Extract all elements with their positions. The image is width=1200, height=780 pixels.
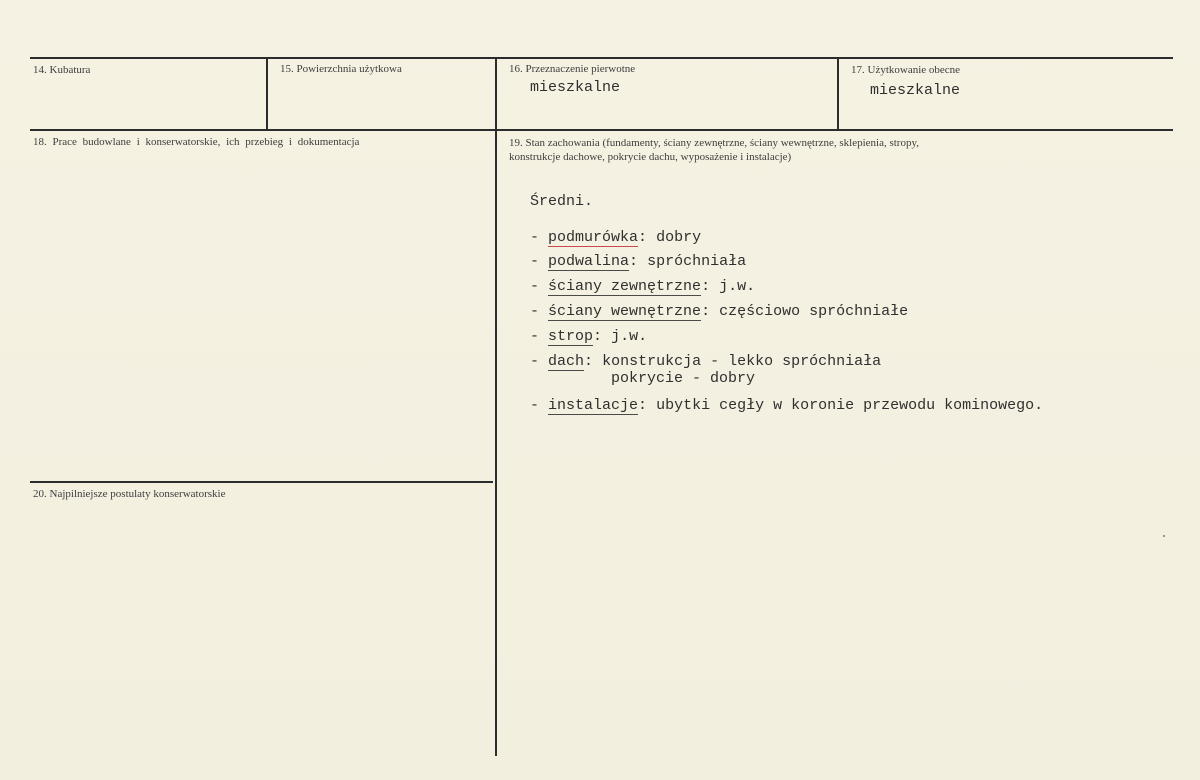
field-16-value: mieszkalne xyxy=(530,79,621,96)
term: ściany zewnętrzne xyxy=(548,278,702,295)
value: spróchniała xyxy=(638,253,747,270)
dash: - xyxy=(530,397,540,414)
field-16-label: 16. Przeznaczenie pierwotne xyxy=(509,63,636,75)
condition-item-inner-walls xyxy=(530,300,908,324)
dash: - xyxy=(530,328,540,345)
sep: : xyxy=(629,253,639,270)
condition-item-outer-walls xyxy=(530,275,755,299)
dash: - xyxy=(530,253,540,270)
condition-item-roof-covering xyxy=(611,367,755,391)
divider-main xyxy=(495,131,497,756)
dash: - xyxy=(530,229,540,246)
sep: : xyxy=(638,229,648,246)
dash: - xyxy=(530,353,540,370)
term: podmurówka xyxy=(548,229,639,246)
divider-16-17 xyxy=(837,59,839,129)
sep: : xyxy=(584,353,594,370)
condition-item-installations xyxy=(530,394,1043,418)
condition-overall: Średni. xyxy=(530,193,594,210)
condition-item-sill xyxy=(530,250,746,274)
field-19-label-line1: 19. Stan zachowania (fundamenty, ściany zewnętrzne, ściany wewnętrzne, sklepienia, stropy, xyxy=(509,137,920,149)
divider-14-15 xyxy=(266,59,268,129)
value: j.w. xyxy=(602,328,648,345)
value: dobry xyxy=(647,229,702,246)
paper-speck xyxy=(1163,535,1165,537)
term: strop xyxy=(548,328,594,345)
dash: - xyxy=(530,303,540,320)
field-17-value: mieszkalne xyxy=(870,82,961,99)
value: pokrycie - dobry xyxy=(611,370,756,387)
term: ściany wewnętrzne xyxy=(548,303,702,320)
term: instalacje xyxy=(548,397,639,414)
sep: : xyxy=(701,278,711,295)
sep: : xyxy=(593,328,603,345)
term: dach xyxy=(548,353,585,370)
field-18-label: 18. Prace budowlane i konserwatorskie, ich przebieg i dokumentacja xyxy=(33,136,360,148)
condition-item-ceiling xyxy=(530,325,647,349)
sep: : xyxy=(701,303,711,320)
value: j.w. xyxy=(710,278,756,295)
value: częściowo spróchniałe xyxy=(710,303,909,320)
field-14-label: 14. Kubatura xyxy=(33,64,91,76)
dash: - xyxy=(530,278,540,295)
field20-rule xyxy=(30,481,493,483)
field-17-label: 17. Użytkowanie obecne xyxy=(851,64,961,76)
term: podwalina xyxy=(548,253,630,270)
row-rule xyxy=(30,129,1173,131)
divider-15-16 xyxy=(495,59,497,129)
top-rule xyxy=(30,57,1173,59)
value: konstrukcja - lekko spróchniała xyxy=(593,353,882,370)
condition-item-foundation xyxy=(530,226,701,250)
field-15-label: 15. Powierzchnia użytkowa xyxy=(280,63,402,75)
sep: : xyxy=(638,397,648,414)
field-20-label: 20. Najpilniejsze postulaty konserwatorskie xyxy=(33,488,226,500)
value: ubytki cegły w koronie przewodu kominowego. xyxy=(647,397,1044,414)
field-19-label-line2: konstrukcje dachowe, pokrycie dachu, wyposażenie i instalacje) xyxy=(509,151,792,163)
